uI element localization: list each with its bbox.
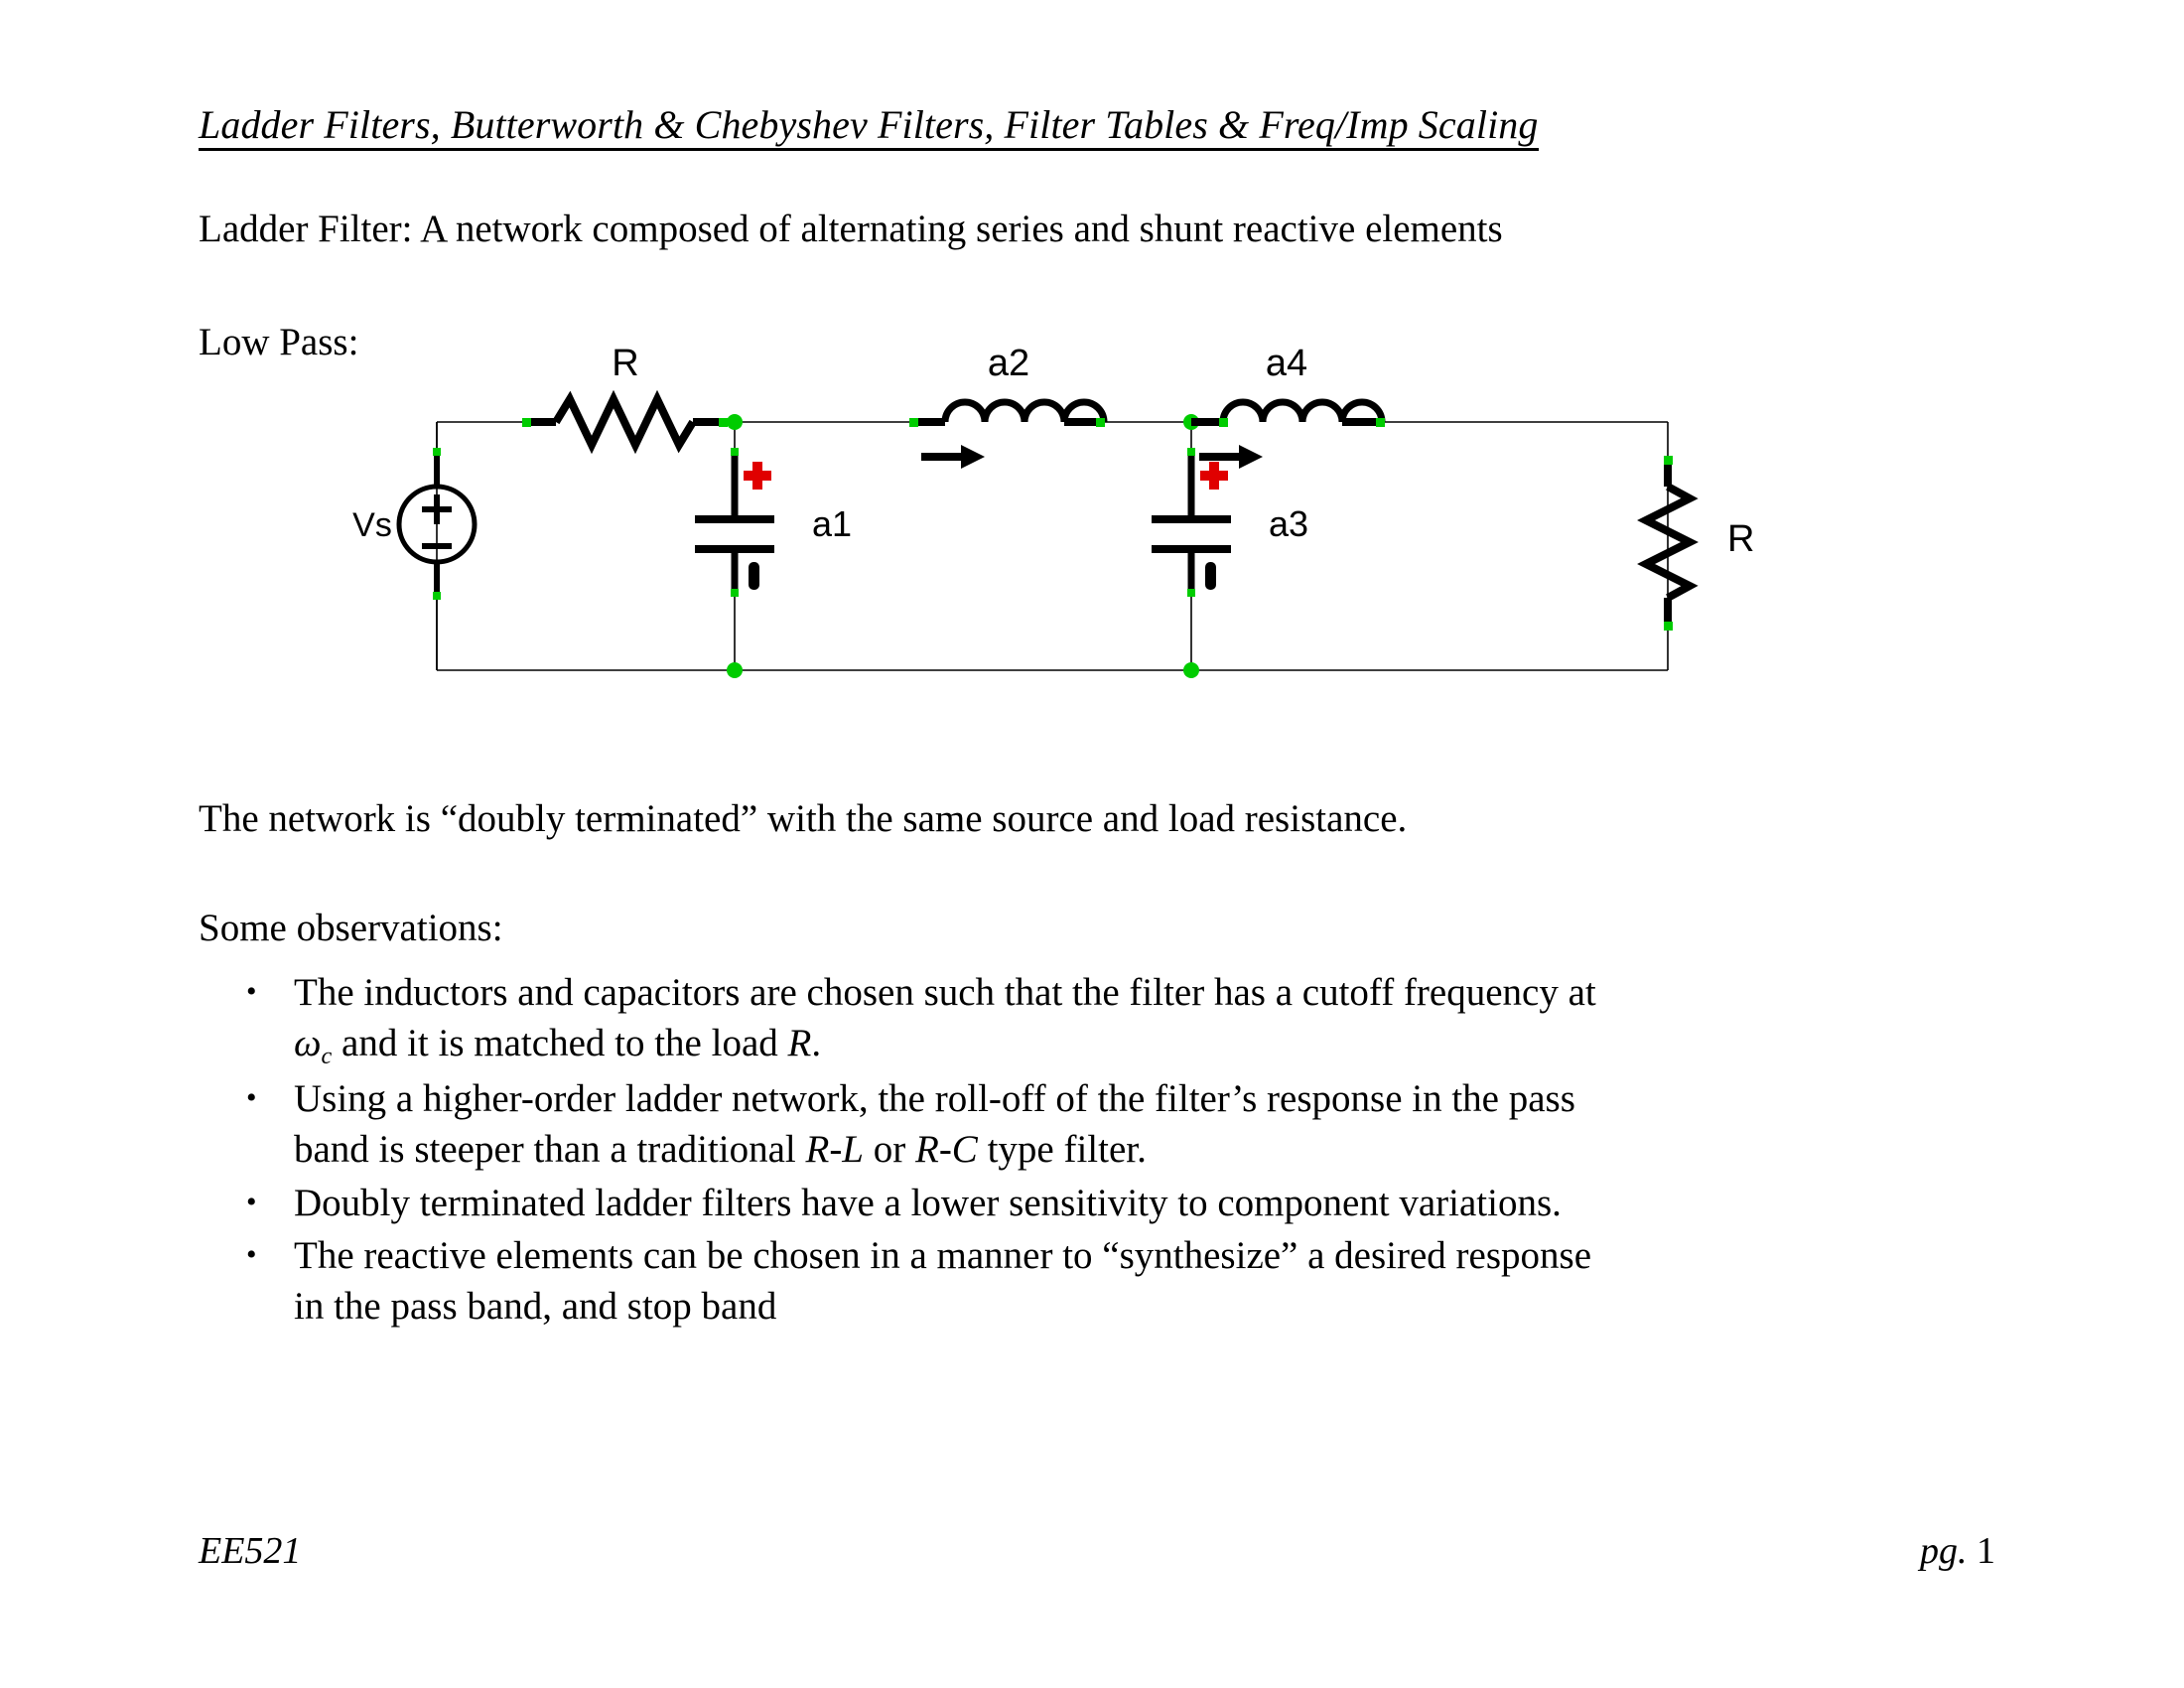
inductor-a2-symbol [909,402,1105,427]
ladder-filter-circuit-diagram [352,343,1755,745]
node-dot [727,662,743,678]
bullet-dot-icon: • [246,1185,257,1218]
low-pass-heading: Low Pass: [199,321,359,363]
list-item [246,1179,2033,1229]
bullet-line-2-pre: band is steeper than a traditional [294,1128,806,1172]
italic-rl: R-L [805,1128,864,1172]
list-item [246,968,2033,1071]
footer-page-number [1920,1529,1995,1573]
list-item-text [294,1179,2033,1229]
bullet-line-1: The inductors and capacitors are chosen such that the filter has a cutoff frequency at [294,971,1596,1014]
observations-list [246,968,2033,1336]
list-item-text [294,968,2033,1071]
italic-rc: R-C [915,1128,978,1172]
italic-load-r: R [787,1021,812,1064]
load-resistor-label: R [1727,518,1755,560]
omega-symbol: ω [294,1021,322,1064]
voltage-source-symbol [399,422,475,670]
capacitor-a3-label: a3 [1269,503,1309,544]
polarity-plus-icon [1200,462,1228,490]
source-label: Vs [352,506,392,544]
bullet-line-1: Using a higher-order ladder network, the roll-off of the filter’s response in the pass [294,1077,1575,1121]
current-arrow-icon [1199,445,1263,469]
bullet-line-2-post: type filter. [977,1128,1147,1172]
bullet-line-1: Doubly terminated ladder filters have a lower sensitivity to component variations. [294,1181,1562,1224]
bullet-dot-icon: • [246,1081,257,1115]
list-item-text [294,1074,2033,1175]
footer-page-prefix: pg. [1920,1530,1968,1572]
series-resistor-symbol [522,399,728,445]
inductor-a4-symbol [1191,402,1385,427]
omega-subscript: c [321,1042,333,1069]
list-item-text [294,1231,2033,1332]
list-item [246,1231,2033,1332]
bullet-line-2-post: . [811,1021,822,1064]
capacitor-a1-label: a1 [812,503,853,544]
bullet-line-2-pre: in the pass band, and stop band [294,1285,777,1329]
bullet-dot-icon: • [246,1238,257,1272]
observations-heading: Some observations: [199,907,503,949]
current-arrow-icon [921,445,985,469]
doubly-terminated-note: The network is “doubly terminated” with the same source and load resistance. [199,797,1408,840]
inductor-a4-label: a4 [1265,343,1308,384]
series-resistor-label: R [612,343,639,384]
bullet-line-2-mid: or [864,1128,915,1172]
bullet-line-2-mid: and it is matched to the load [332,1021,788,1064]
node-dot [727,414,743,430]
inductor-a2-label: a2 [987,343,1030,384]
list-item [246,1074,2033,1175]
node-dot [1183,662,1199,678]
footer-course-code: EE521 [199,1530,302,1572]
polarity-plus-icon [744,462,771,490]
ladder-filter-definition: Ladder Filter: A network composed of alternating series and shunt reactive elements [199,208,1503,250]
bullet-line-1: The reactive elements can be chosen in a manner to “synthesize” a desired response [294,1234,1592,1278]
footer-page-value: 1 [1977,1530,1995,1572]
page-title: Ladder Filters, Butterworth & Chebyshev Filters, Filter Tables & Freq/Imp Scaling [199,104,1539,151]
bullet-dot-icon: • [246,975,257,1008]
